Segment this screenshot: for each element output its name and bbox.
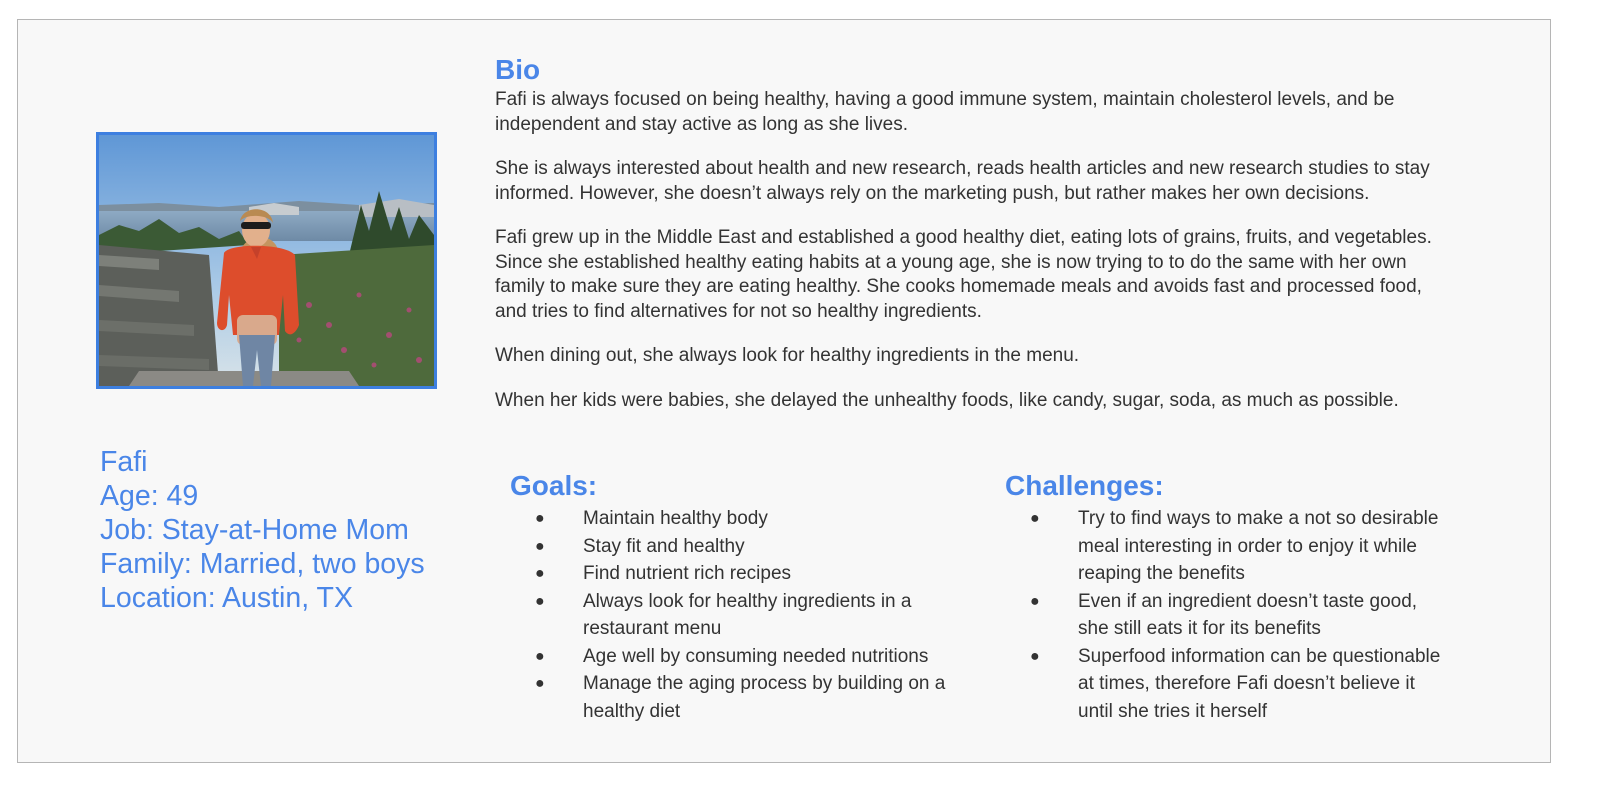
persona-family: Family: Married, two boys xyxy=(100,548,425,580)
bio-section xyxy=(495,52,1445,433)
bullet-icon: ● xyxy=(535,510,545,527)
goal-text: Manage the aging process by building on a healthy diet xyxy=(583,673,946,722)
bio-paragraph: Fafi is always focused on being healthy, having a good immune system, maintain cholesterol levels, and be independent and stay active as long as she lives. xyxy=(495,89,1395,135)
goal-item xyxy=(510,643,980,671)
bullet-icon: ● xyxy=(535,675,545,692)
goal-item xyxy=(510,588,980,643)
goal-text: Find nutrient rich recipes xyxy=(583,563,792,584)
challenge-item xyxy=(1005,588,1450,643)
goal-item xyxy=(510,670,980,725)
persona-location: Location: Austin, TX xyxy=(100,582,353,614)
challenge-item xyxy=(1005,643,1450,726)
bio-title: Bio xyxy=(495,54,541,85)
persona-job: Job: Stay-at-Home Mom xyxy=(100,514,409,546)
challenge-item xyxy=(1005,505,1450,588)
persona-photo xyxy=(96,132,437,389)
goal-item xyxy=(510,560,980,588)
goal-text: Always look for healthy ingredients in a restaurant menu xyxy=(583,590,912,639)
bio-paragraph: When dining out, she always look for healthy ingredients in the menu. xyxy=(495,345,1080,366)
bullet-icon: ● xyxy=(535,647,545,665)
challenges-section xyxy=(1005,467,1450,725)
bullet-icon: ● xyxy=(1030,647,1040,665)
goals-section xyxy=(510,467,980,725)
challenge-text: Even if an ingredient doesn’t taste good, she still eats it for its benefits xyxy=(1078,590,1418,639)
bio-paragraph: When her kids were babies, she delayed the unhealthy foods, like candy, sugar, soda, as much as possible. xyxy=(495,389,1399,411)
goals-list xyxy=(510,505,980,725)
portrait-image xyxy=(99,135,434,386)
goals-title: Goals: xyxy=(510,470,598,501)
goal-text: Maintain healthy body xyxy=(583,508,768,529)
challenge-text: Superfood information can be questionable at times, therefore Fafi doesn’t believe it until she tries it herself xyxy=(1078,645,1441,722)
bullet-icon: ● xyxy=(1030,592,1040,610)
bio-paragraph: Fafi grew up in the Middle East and established a good healthy diet, eating lots of grains, fruits, and vegetables. Since she established healthy eating habits at a young age, she is now trying to to do the same with her own family to make sure they are eating healthy. She cooks homemade meals and avoids fast and processed food, and tries to find alternatives for not so healthy ingredients. xyxy=(495,227,1432,322)
bio-paragraph: She is always interested about health and new research, reads health articles and new research studies to stay informed. However, she doesn’t always rely on the marketing push, but rather makes her own decisions. xyxy=(495,158,1430,204)
challenges-list xyxy=(1005,505,1450,725)
persona-age: Age: 49 xyxy=(100,480,199,512)
challenge-text: Try to find ways to make a not so desirable meal interesting in order to enjoy it while reaping the benefits xyxy=(1078,508,1439,584)
goal-text: Age well by consuming needed nutritions xyxy=(583,645,929,667)
bullet-icon: ● xyxy=(535,592,545,610)
persona-profile xyxy=(100,445,425,615)
goal-item xyxy=(510,533,980,561)
bullet-icon: ● xyxy=(1030,510,1040,527)
bullet-icon: ● xyxy=(535,565,545,582)
bullet-icon: ● xyxy=(535,537,545,555)
persona-name: Fafi xyxy=(100,446,148,478)
goal-item xyxy=(510,505,980,533)
challenges-title: Challenges: xyxy=(1005,470,1164,501)
goal-text: Stay fit and healthy xyxy=(583,535,745,557)
